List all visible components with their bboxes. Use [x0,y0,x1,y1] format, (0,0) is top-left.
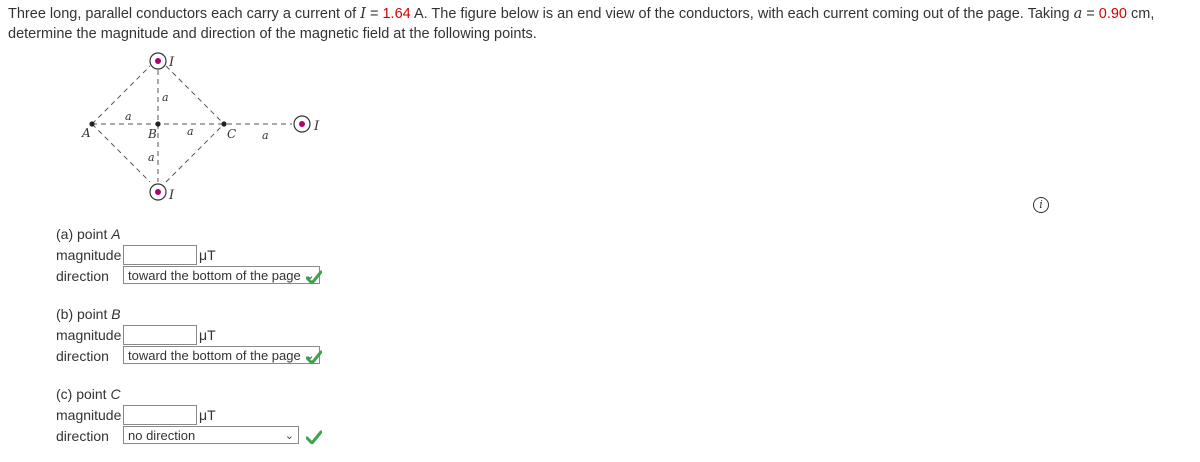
current-dot-icon [299,121,305,127]
distance-label: a [125,110,132,123]
current-dot-icon [155,58,161,64]
chevron-down-icon: ⌄ [305,350,315,362]
part-point-label: A [111,226,121,242]
dashed-diagonal [166,124,224,182]
part-title [56,386,121,402]
distance-label: a [262,129,269,142]
distance-label: a [187,125,194,138]
unit-label: μT [199,407,216,423]
magnitude-label: magnitude [56,407,122,423]
direction-value: no direction [128,428,196,443]
dashed-diagonal [166,66,224,124]
checkmark-icon [306,350,322,364]
part-point-label: C [110,386,121,402]
info-icon[interactable]: i [1033,197,1049,213]
problem-text-1: Three long, parallel conductors each carry a current of [8,6,361,22]
direction-label: direction [56,428,109,444]
current-value: 1.64 [382,6,411,22]
direction-label: direction [56,348,109,364]
problem-text-3: cm, determine the magnitude and direction of the magnetic field at the following points. [8,6,1155,42]
point-c-label: C [227,127,237,141]
direction-select[interactable] [123,346,320,364]
checkmark-icon [306,430,322,444]
direction-value: toward the bottom of the page [128,348,301,363]
problem-text-2: A. The figure below is an end view of the conductors, with each current coming out of the page. Taking [410,6,1074,22]
chevron-down-icon: ⌄ [284,430,294,442]
part-title-prefix: (a) point [56,226,112,242]
conductor-figure [70,46,340,216]
magnitude-label: magnitude [56,327,122,343]
chevron-down-icon: ⌄ [305,270,315,282]
part-title [56,306,121,322]
problem-statement [8,4,1193,44]
checkmark-icon [306,270,322,284]
part-point-label: B [111,306,121,322]
equals-sign-2: = [1082,6,1099,22]
direction-label: direction [56,268,109,284]
current-label: I [314,119,320,134]
point-b-label: B [148,127,157,141]
current-label: I [169,188,175,203]
unit-label: μT [199,247,216,263]
point-c-dot [221,121,226,126]
point-b-dot [155,121,160,126]
part-title-prefix: (c) point [56,386,111,402]
magnitude-input[interactable] [123,405,197,425]
current-variable: I [360,6,366,22]
dashed-diagonal [92,124,150,182]
current-dot-icon [155,189,161,195]
equals-sign: = [365,6,383,22]
direction-select[interactable] [123,426,299,444]
dashed-diagonal [92,66,150,124]
distance-label: a [148,151,155,164]
unit-label: μT [199,327,216,343]
direction-select[interactable] [123,266,320,284]
part-title-prefix: (b) point [56,306,112,322]
direction-value: toward the bottom of the page [128,268,301,283]
magnitude-input[interactable] [123,325,197,345]
magnitude-input[interactable] [123,245,197,265]
magnitude-label: magnitude [56,247,122,263]
point-a-label: A [82,126,91,140]
distance-value: 0.90 [1098,6,1127,22]
distance-variable: a [1073,6,1083,22]
current-label: I [169,55,175,70]
part-title [56,226,121,242]
distance-label: a [162,91,169,104]
